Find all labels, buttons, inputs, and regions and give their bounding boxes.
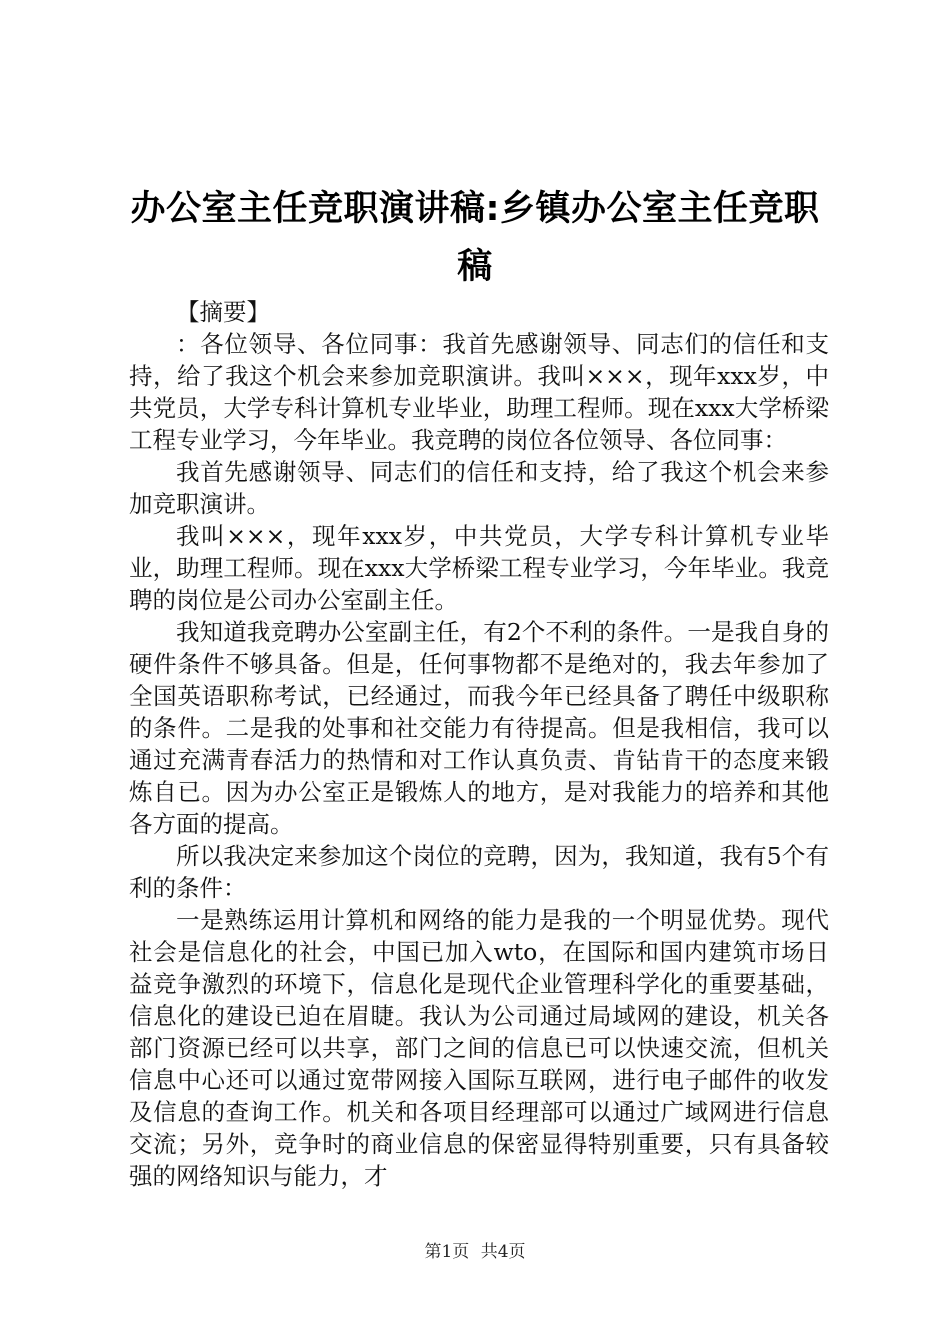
page-number: 第1页	[424, 1242, 470, 1262]
page-total: 共4页	[480, 1242, 526, 1262]
abstract-label: 【摘要】	[176, 298, 270, 326]
document-title: 办公室主任竞职演讲稿:乡镇办公室主任竞职稿	[130, 189, 820, 287]
paragraph-1: ：各位领导、各位同事：我首先感谢领导、同志们的信任和支持，给了我这个机会来参加竞职演讲。我叫×××，现年xxx岁，中共党员，大学专科计算机专业毕业，助理工程师。现在xxx大学桥梁工程专业学习，今年毕业。我竞聘的岗位各位领导、各位同事：	[129, 330, 829, 454]
document-body	[129, 296, 829, 1192]
paragraph-4: 我知道我竞聘办公室副主任，有2个不利的条件。一是我自身的硬件条件不够具备。但是，任何事物都不是绝对的，我去年参加了全国英语职称考试，已经通过，而我今年已经具备了聘任中级职称的条件。二是我的处事和社交能力有待提高。但是我相信，我可以通过充满青春活力的热情和对工作认真负责、肯钻肯干的态度来锻炼自已。因为办公室正是锻炼人的地方，是对我能力的培养和其他各方面的提高。	[129, 618, 829, 838]
paragraph-2: 我首先感谢领导、同志们的信任和支持，给了我这个机会来参加竞职演讲。	[129, 458, 829, 518]
page-footer	[0, 1240, 950, 1264]
paragraph-6: 一是熟练运用计算机和网络的能力是我的一个明显优势。现代社会是信息化的社会，中国已加入wto，在国际和国内建筑市场日益竞争激烈的环境下，信息化是现代企业管理科学化的重要基础，信息化的建设已迫在眉睫。我认为公司通过局域网的建设，机关各部门资源已经可以共享，部门之间的信息已可以快速交流，但机关信息中心还可以通过宽带网接入国际互联网，进行电子邮件的收发及信息的查询工作。机关和各项目经理部可以通过广域网进行信息交流；另外，竞争时的商业信息的保密显得特别重要，只有具备较强的网络知识与能力，才	[129, 906, 829, 1190]
paragraph-3: 我叫×××，现年xxx岁，中共党员，大学专科计算机专业毕业，助理工程师。现在xxx大学桥梁工程专业学习，今年毕业。我竞聘的岗位是公司办公室副主任。	[129, 522, 829, 614]
paragraph-5: 所以我决定来参加这个岗位的竞聘，因为，我知道，我有5个有利的条件：	[129, 842, 829, 902]
